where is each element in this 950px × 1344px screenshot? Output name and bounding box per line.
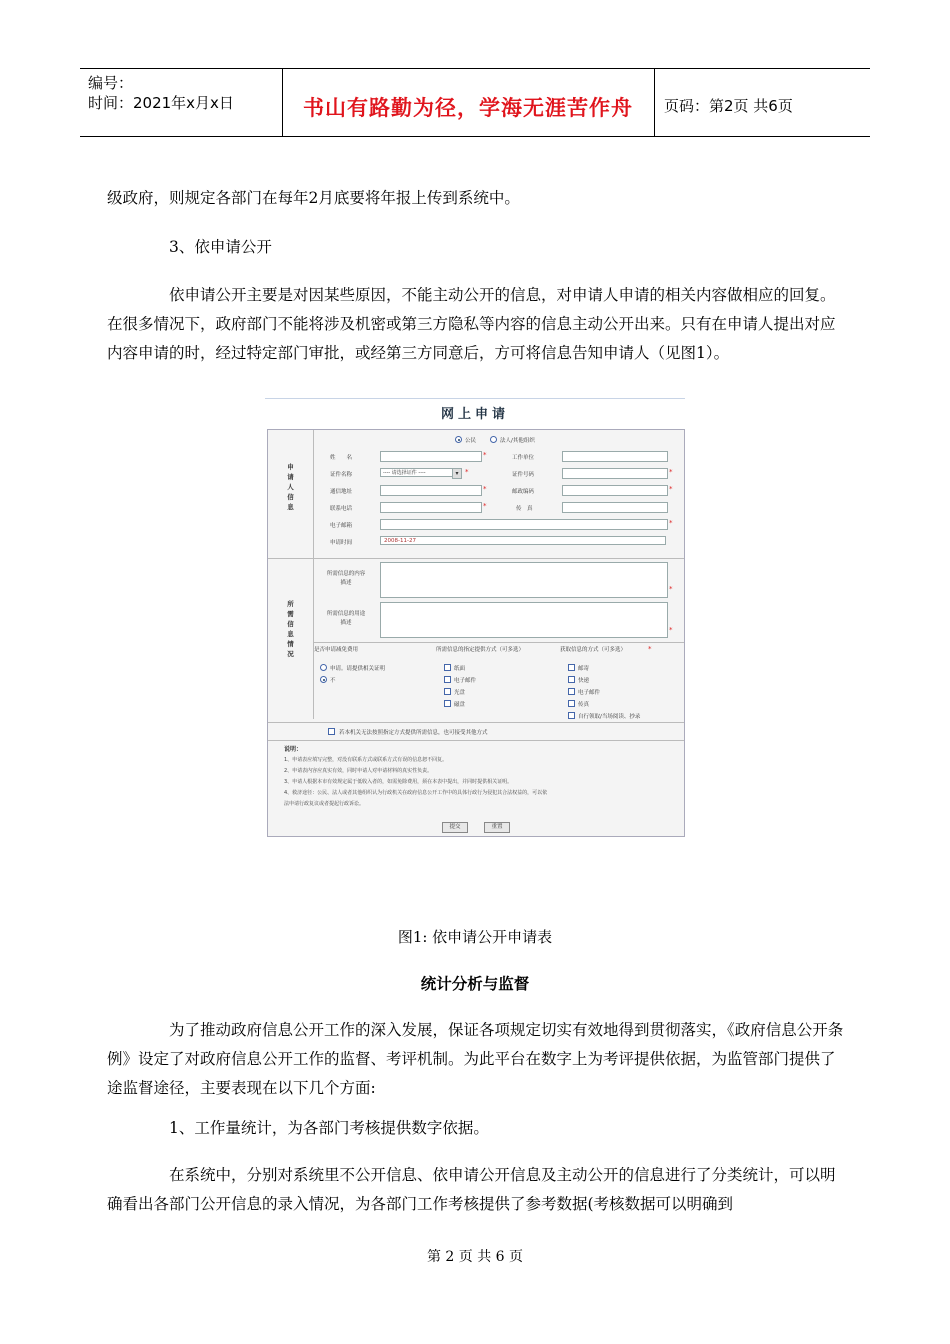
section-applicant-label: 申请人信息 (268, 430, 314, 558)
label-fax: 传 真 (516, 506, 533, 512)
reset-button[interactable]: 重置 (484, 822, 510, 833)
label-provide: 所需信息的指定提供方式（可多选） (436, 647, 525, 653)
checkbox-fax-label: 传真 (578, 702, 590, 708)
required-mark: * (465, 468, 469, 476)
note-line: 3、申请人根据本市有效规定属于低收入者的，如需免除费用，须在本表中提出，并同时提供相关证明。 (284, 779, 513, 785)
label-usage-desc: 所需信息的用途描述 (326, 611, 366, 626)
checkbox-email-label: 电子邮件 (454, 678, 477, 684)
paragraph-6: 在系统中，分别对系统里不公开信息、依申请公开信息及主动公开的信息进行了分类统计，可以明确看出各部门公开信息的录入情况，为各部门工作考核提供了参考数据(考核数据可以明确到 (107, 1166, 836, 1213)
paragraph-1: 级政府，则规定各部门在每年2月底要将年报上传到系统中。 (107, 189, 520, 207)
header-time: 时间：2021年x月x日 (88, 94, 234, 112)
section-divider (268, 722, 684, 723)
checkbox-self-label: 自行领取/当场阅读、抄录 (578, 714, 641, 720)
required-mark: * (648, 645, 652, 653)
radio-org-label: 法人/其他组织 (500, 438, 535, 444)
submit-button[interactable]: 提交 (442, 822, 468, 833)
label-postcode: 邮政编码 (512, 489, 535, 495)
application-form-figure (265, 398, 685, 845)
label-apply-time: 申请时间 (330, 540, 353, 546)
input-name[interactable] (380, 451, 482, 462)
checkbox-obtain-email-label: 电子邮件 (578, 690, 601, 696)
section-info-label: 所需信息情况 (268, 559, 314, 719)
radio-fee-no-label: 不 (330, 678, 336, 684)
input-id-number[interactable] (562, 468, 668, 479)
input-address[interactable] (380, 485, 482, 496)
checkbox-email[interactable] (444, 676, 451, 683)
checkbox-other-method-label: 若本机关无法按照指定方式提供所需信息，也可接受其他方式 (339, 730, 488, 736)
checkbox-mail-label: 邮寄 (578, 666, 590, 672)
textarea-usage-desc[interactable] (380, 602, 668, 638)
input-work-unit[interactable] (562, 451, 668, 462)
figure-caption: 图1: 依申请公开申请表 (397, 928, 553, 946)
checkbox-obtain-email[interactable] (568, 688, 575, 695)
header-motto: 书山有路勤为径，学海无涯苦作舟 (303, 96, 633, 120)
checkbox-self[interactable] (568, 712, 575, 719)
note-line: 法申请行政复议或者提起行政诉讼。 (284, 801, 365, 807)
section-divider (268, 558, 684, 559)
textarea-content-desc[interactable] (380, 562, 668, 598)
label-phone: 联系电话 (330, 506, 353, 512)
checkbox-other-method[interactable] (328, 728, 335, 735)
header-bottom-border (80, 136, 870, 137)
header-number: 编号： (88, 74, 134, 92)
checkbox-express-label: 快递 (578, 678, 590, 684)
checkbox-cd[interactable] (444, 688, 451, 695)
notes-title: 说明： (284, 746, 303, 753)
required-mark: * (483, 502, 487, 510)
row-divider (314, 642, 684, 643)
header-top-border (80, 68, 870, 69)
note-line: 1、申请表应填写完整，对没有联系方式或联系方式有误的信息恕不回复。 (284, 757, 448, 763)
required-mark: * (669, 626, 673, 634)
checkbox-mail[interactable] (568, 664, 575, 671)
chevron-down-icon[interactable]: ▾ (452, 468, 462, 479)
input-apply-time[interactable]: 2008-11-27 (380, 536, 666, 545)
form-body (267, 429, 685, 837)
paragraph-4: 为了推动政府信息公开工作的深入发展，保证各项规定切实有效地得到贯彻落实，《政府信息公开条例》设定了对政府信息公开工作的监督、考评机制。为此平台在数字上为考评提供依据，为监管部门提供了途监督途径，主要表现在以下几个方面: (107, 1021, 844, 1097)
required-mark: * (483, 451, 487, 459)
radio-fee-no[interactable] (320, 676, 327, 683)
paragraph-3: 依申请公开主要是对因某些原因，不能主动公开的信息，对申请人申请的相关内容做相应的回复。在很多情况下，政府部门不能将涉及机密或第三方隐私等内容的信息主动公开出来。只有在申请人提出对应内容申请的时，经过特定部门审批，或经第三方同意后，方可将信息告知申请人（见图1）。 (107, 286, 836, 362)
section-heading: 统计分析与监督 (420, 975, 530, 993)
label-work-unit: 工作单位 (512, 455, 535, 461)
checkbox-cd-label: 光盘 (454, 690, 466, 696)
note-line: 2、申请表内容应真实有效，同时申请人对申请材料的真实性负责。 (284, 768, 433, 774)
radio-citizen[interactable] (455, 436, 462, 443)
required-mark: * (669, 468, 673, 476)
required-mark: * (669, 585, 673, 593)
label-name: 姓 名 (330, 455, 353, 461)
paragraph-2: 3、依申请公开 (169, 238, 272, 256)
checkbox-fax[interactable] (568, 700, 575, 707)
checkbox-paper[interactable] (444, 664, 451, 671)
header-divider-right (654, 68, 655, 136)
section-divider (268, 740, 684, 741)
radio-fee-apply[interactable] (320, 664, 327, 671)
checkbox-disk-label: 磁盘 (454, 702, 466, 708)
page-footer: 第 2 页 共 6 页 (426, 1249, 524, 1265)
checkbox-disk[interactable] (444, 700, 451, 707)
label-fee: 是否申请减免费用 (314, 647, 359, 653)
label-email: 电子邮箱 (330, 523, 353, 529)
checkbox-express[interactable] (568, 676, 575, 683)
label-address: 通信地址 (330, 489, 353, 495)
input-email[interactable] (380, 519, 668, 530)
paragraph-5: 1、工作量统计，为各部门考核提供数字依据。 (169, 1119, 489, 1137)
input-postcode[interactable] (562, 485, 668, 496)
label-content-desc: 所需信息的内容描述 (326, 571, 366, 586)
required-mark: * (483, 485, 487, 493)
form-title: 网上申请 (440, 407, 509, 422)
radio-fee-apply-label: 申请。请提供相关证明 (330, 666, 386, 672)
required-mark: * (669, 519, 673, 527)
input-phone[interactable] (380, 502, 482, 513)
radio-citizen-label: 公民 (465, 438, 477, 444)
input-fax[interactable] (562, 502, 668, 513)
checkbox-paper-label: 纸面 (454, 666, 466, 672)
label-obtain: 获取信息的方式（可多选） (560, 647, 627, 653)
select-id-type[interactable]: ---- 请选择证件 ---- (380, 468, 460, 477)
label-id-number: 证件号码 (512, 472, 535, 478)
header-page: 页码：第2页 共6页 (664, 97, 793, 115)
required-mark: * (669, 485, 673, 493)
radio-org[interactable] (490, 436, 497, 443)
note-line: 4、救济途径：公民、法人或者其他组织认为行政机关在政府信息公开工作中的具体行政行为侵犯其合法权益的，可以依 (284, 790, 548, 796)
label-id-type: 证件名称 (330, 472, 353, 478)
